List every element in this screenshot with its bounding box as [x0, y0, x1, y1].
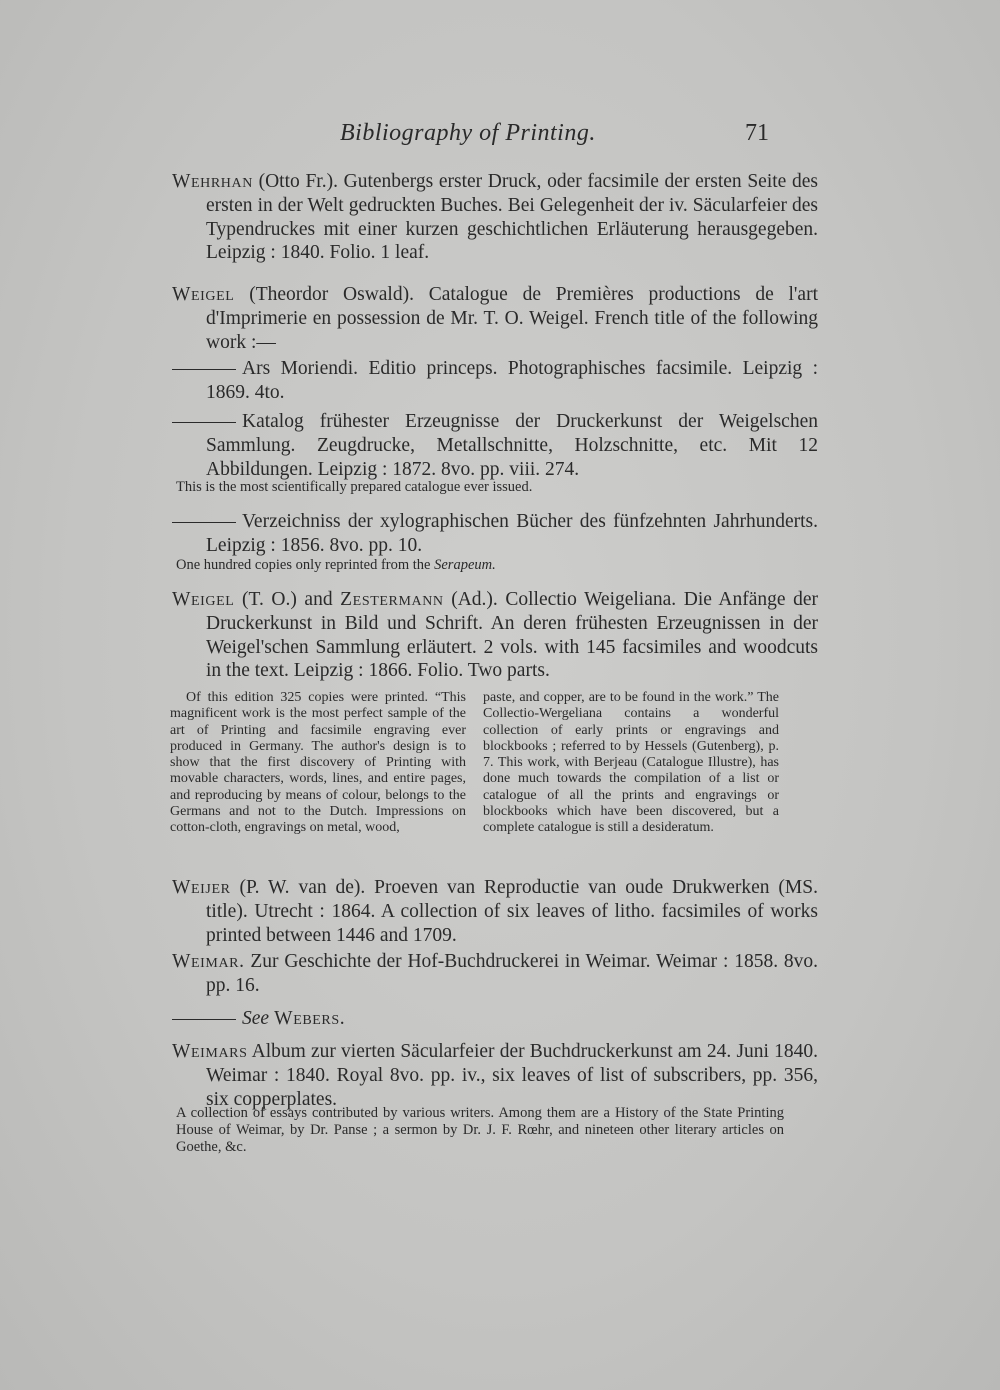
entry-text: (Theordor Oswald). Catalogue de Premières productions de l'art d'Imprimerie en possession de Mr. T. O. Weigel. French title of the following work :—: [206, 284, 818, 353]
entry-text: Zur Geschichte der Hof-Buchdruckerei in Weimar. Weimar : 1858. 8vo. pp. 16.: [206, 951, 818, 996]
entry-coauthor: Zestermann: [340, 589, 444, 610]
note-katalog: This is the most scientifically prepared catalogue ever issued.: [176, 479, 533, 495]
entry-author: Wehrhan: [172, 171, 253, 192]
entry-text: (Ad.). Collectio Weigeliana. Die Anfänge der Druckerkunst in Bild und Schrift. An deren frühesten Erzeugnissen in der Weigel'schen Sammlung erläutert. 2 vols. with 145 facsimiles and woodcuts in the text. Leipzig : 1866. Folio. Two parts.: [206, 589, 818, 682]
entry-text: Katalog frühester Erzeugnisse der Druckerkunst der Weigelschen Sammlung. Zeugdrucke, Metallschnitte, Holzschnitte, etc. Mit 12 Abbildungen. Leipzig : 1872. 8vo. pp. viii. 274.: [206, 411, 818, 480]
note-italic-title: Serapeum.: [434, 557, 496, 573]
entry-text: Verzeichniss der xylographischen Bücher des fünfzehnten Jahrhunderts. Leipzig : 1856. 8vo. pp. 10.: [206, 511, 818, 556]
entry-author: Weigel: [172, 284, 235, 305]
entry-weigel-katalog: [172, 410, 818, 481]
cross-reference: Webers.: [269, 1008, 346, 1029]
entry-author: Weigel: [172, 589, 235, 610]
ditto-dash: [172, 1019, 236, 1020]
ditto-dash: [172, 422, 236, 423]
entry-text: Album zur vierten Säcularfeier der Buchdruckerkunst am 24. Juni 1840. Weimar : 1840. Royal 8vo. pp. iv., six leaves of list of subscribers, pp. 356, six copperplates.: [206, 1041, 818, 1110]
entry-text: (Otto Fr.). Gutenbergs erster Druck, oder facsimile der ersten Seite des ersten in der Welt gedruckten Buches. Bei Gelegenheit der iv. Säcularfeier des Typendruckes mit einer kurzen geschichtlichen Erläuterung herausgegeben. Leipzig : 1840. Folio. 1 leaf.: [206, 171, 818, 264]
entry-wehrhan: [172, 170, 818, 265]
see-word: See: [242, 1008, 270, 1029]
entry-text: (T. O.) and: [234, 589, 341, 610]
entry-weimar: [172, 950, 818, 998]
entry-weimar-see: [172, 1007, 818, 1031]
note-verzeichniss: [176, 557, 784, 574]
entry-weimars: [172, 1040, 818, 1111]
entry-author: Weijer: [172, 877, 231, 898]
note-text: One hundred copies only reprinted from the: [176, 557, 435, 573]
note-column-left: Of this edition 325 copies were printed. “This magnificent work is the most perfect sample of the art of Printing and facsimile engraving ever produced in Germany. The author's design is to show that the first discovery of Printing with movable characters, words, lines, and entire pages, and reproducing by means of colour, belongs to the Germans and not to the Dutch. Impressions on cotton-cloth, engravings on metal, wood,: [170, 690, 466, 836]
entry-weigel-ars-moriendi: [172, 357, 818, 405]
entry-text: Ars Moriendi. Editio princeps. Photographisches facsimile. Leipzig : 1869. 4to.: [206, 358, 818, 403]
ditto-dash: [172, 369, 236, 370]
entry-weigel-catalogue: [172, 283, 818, 354]
note-column-right: paste, and copper, are to be found in the work.” The Collectio-Wergeliana contains a wonderful collection of early prints or engravings and blockbooks ; referred to by Hessels (Gutenberg), p. 7. This work, with Berjeau (Catalogue Illustre), has done much towards the compilation of a list or catalogue of all the prints and engravings or blockbooks which have been discovered, but a complete catalogue is still a desideratum.: [483, 690, 779, 836]
entry-author: Weimars: [172, 1041, 248, 1062]
entry-weigel-zestermann: [172, 588, 818, 683]
entry-author: Weimar.: [172, 951, 245, 972]
running-title: Bibliography of Printing.: [340, 120, 596, 146]
entry-weigel-verzeichniss: [172, 510, 818, 558]
ditto-dash: [172, 522, 236, 523]
entry-weijer: [172, 876, 818, 947]
entry-text: (P. W. van de). Proeven van Reproductie van oude Drukwerken (MS. title). Utrecht : 1864. A collection of six leaves of litho. facsimiles of works printed between 1446 and 1709.: [206, 877, 818, 946]
page-number: 71: [745, 120, 769, 146]
note-weimars: A collection of essays contributed by various writers. Among them are a History of the State Printing House of Weimar, by Dr. Panse ; a sermon by Dr. J. F. Rœhr, and nineteen other literary articles on Goethe, &c.: [176, 1105, 784, 1155]
